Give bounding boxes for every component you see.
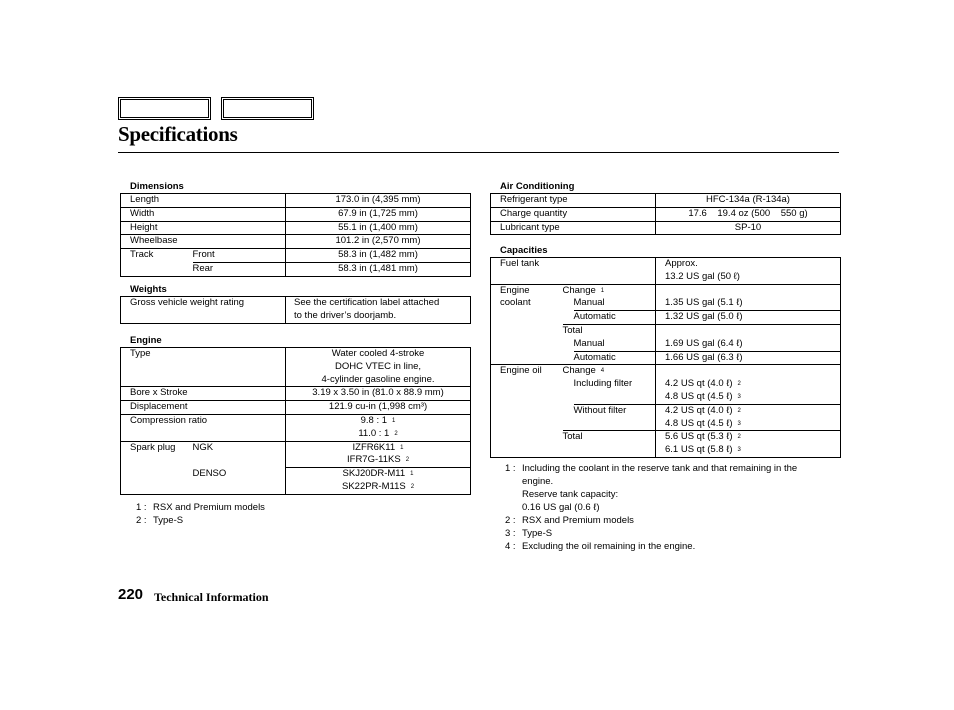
table-row: [491, 258, 841, 285]
compression-value-1: 9.8 : 1: [360, 414, 388, 426]
coolant-manual-value: 1.35 US gal (5.1 ℓ): [656, 297, 841, 310]
table-row: [121, 441, 471, 468]
footnote-mark: 2: [410, 483, 415, 490]
table-row: [491, 207, 841, 221]
row-label: [121, 262, 193, 276]
oil-without-value-2: 4.8 US qt (4.5 ℓ): [665, 417, 733, 429]
dimensions-heading: Dimensions: [130, 181, 184, 192]
row-value: 55.1 in (1,400 mm): [286, 221, 471, 235]
coolant-manual-label: Manual: [574, 297, 656, 310]
bore-value: 3.19 x 3.50 in (81.0 x 88.9 mm): [286, 387, 471, 401]
footnote-key: 1 :: [505, 463, 516, 474]
coolant-label-1: Engine: [500, 284, 530, 296]
nav-button-1[interactable]: [118, 97, 211, 120]
coolant-total-automatic-label: Automatic: [574, 351, 656, 365]
footnote-text: Type-S: [522, 528, 553, 539]
weights-value-line2: to the driver’s doorjamb.: [294, 309, 397, 321]
engine-type-line3: 4-cylinder gasoline engine.: [321, 373, 435, 385]
row-value: SP-10: [656, 221, 841, 235]
coolant-label-2: coolant: [500, 297, 531, 309]
table-row: [121, 194, 471, 208]
table-row: [491, 365, 841, 378]
right-footnotes: [505, 462, 840, 553]
footnote-mark: 2: [737, 407, 741, 414]
footnote-mark: 3: [737, 420, 741, 427]
table-row: [491, 194, 841, 208]
table-row: [121, 235, 471, 249]
footnote-mark: 4: [600, 368, 605, 375]
footer-section-title: Technical Information: [154, 590, 269, 604]
denso-value-1: SKJ20DR-M11: [342, 468, 406, 480]
footnote-mark: 2: [737, 381, 741, 388]
footnote-text: Including the coolant in the reserve tank and that remaining in the: [522, 463, 798, 474]
denso-value-2: SK22PR-M11S: [341, 480, 406, 492]
footnote-text: RSX and Premium models: [522, 515, 634, 526]
compression-value-2: 11.0 : 1: [358, 427, 390, 439]
denso-label: DENSO: [193, 468, 286, 495]
table-row: [121, 401, 471, 415]
table-row: [121, 414, 471, 441]
oil-including-value-2: 4.8 US qt (4.5 ℓ): [665, 390, 733, 402]
oil-change-label: Change: [562, 365, 596, 377]
page-number: 220: [118, 586, 144, 603]
displacement-value: 121.9 cu-in (1,998 cm³): [286, 401, 471, 415]
row-label: Height: [121, 221, 286, 235]
weights-label: Gross vehicle weight rating: [121, 297, 286, 324]
footnote-mark: 2: [405, 457, 410, 464]
footnote-mark: 1: [400, 444, 404, 451]
capacities-table: [490, 257, 841, 458]
row-label: Wheelbase: [121, 235, 286, 249]
footnote-mark: 1: [410, 471, 414, 478]
row-value: 173.0 in (4,395 mm): [286, 194, 471, 208]
footnote-key: 2 :: [505, 515, 516, 526]
footnote-text: Excluding the oil remaining in the engine.: [522, 541, 696, 552]
coolant-change-label: Change: [562, 284, 596, 296]
weights-table: [120, 296, 471, 324]
footnote-mark: 2: [737, 434, 741, 441]
footnote-text: Type-S: [153, 515, 184, 526]
dimensions-table: [120, 193, 471, 277]
footnote-mark: 1: [392, 417, 396, 424]
capacities-heading: Capacities: [500, 245, 548, 256]
table-row: [121, 387, 471, 401]
bore-label: Bore x Stroke: [121, 387, 286, 401]
footnote-key: 3 :: [505, 528, 516, 539]
engine-type-label: Type: [121, 348, 286, 387]
displacement-label: Displacement: [121, 401, 286, 415]
footnote-mark: 3: [737, 447, 741, 454]
coolant-total-automatic-value: 1.66 US gal (6.3 ℓ): [656, 351, 841, 365]
table-row: [121, 348, 471, 387]
coolant-automatic-value: 1.32 US gal (5.0 ℓ): [656, 311, 841, 325]
fuel-tank-label: Fuel tank: [491, 258, 656, 285]
engine-table: [120, 347, 471, 495]
engine-type-line2: DOHC VTEC in line,: [334, 360, 422, 372]
row-sublabel: Rear: [193, 262, 286, 276]
engine-heading: Engine: [130, 335, 162, 346]
row-value: 101.2 in (2,570 mm): [286, 235, 471, 249]
row-value: 67.9 in (1,725 mm): [286, 207, 471, 221]
weights-heading: Weights: [130, 284, 167, 295]
fuel-tank-value-1: Approx.: [665, 258, 698, 269]
left-footnotes: [136, 501, 265, 527]
oil-without-filter-label: Without filter: [574, 404, 656, 431]
footnote-text: engine.: [522, 476, 554, 487]
footnote-mark: 1: [600, 287, 605, 294]
table-row: [121, 297, 471, 324]
ac-table: [490, 193, 841, 235]
footnote-text: Reserve tank capacity:: [522, 489, 619, 500]
coolant-total-manual-label: Manual: [574, 338, 656, 351]
table-row: [121, 262, 471, 276]
oil-including-value-1: 4.2 US qt (4.0 ℓ): [665, 378, 733, 390]
row-label: Track: [121, 249, 193, 263]
coolant-total-label: Total: [563, 324, 656, 337]
footnote-key: 4 :: [505, 541, 516, 552]
row-value: 58.3 in (1,481 mm): [286, 262, 471, 276]
oil-including-filter-label: Including filter: [574, 378, 656, 404]
engine-oil-label: Engine oil: [491, 365, 563, 458]
row-value: 17.6 19.4 oz (500 550 g): [656, 207, 841, 221]
table-row: [121, 221, 471, 235]
row-label: Lubricant type: [491, 221, 656, 235]
row-value: HFC-134a (R-134a): [656, 194, 841, 208]
footnote-mark: 2: [394, 430, 398, 437]
footnote-text: RSX and Premium models: [153, 502, 265, 513]
coolant-automatic-label: Automatic: [574, 311, 656, 325]
oil-without-value-1: 4.2 US qt (4.0 ℓ): [665, 404, 733, 416]
row-label: Refrigerant type: [491, 194, 656, 208]
page-title: Specifications: [118, 122, 238, 146]
row-label: Length: [121, 194, 286, 208]
compression-label: Compression ratio: [121, 414, 286, 441]
row-sublabel: Front: [193, 249, 286, 263]
fuel-tank-value-2: 13.2 US gal (50 ℓ): [665, 270, 740, 282]
ngk-label: NGK: [193, 441, 286, 468]
table-row: [121, 207, 471, 221]
ngk-value-2: IFR7G-11KS: [347, 454, 401, 466]
oil-total-value-2: 6.1 US qt (5.8 ℓ): [665, 444, 733, 456]
oil-total-label: Total: [563, 431, 656, 458]
ac-heading: Air Conditioning: [500, 181, 575, 192]
footnote-key: 2 :: [136, 515, 147, 526]
row-value: 58.3 in (1,482 mm): [286, 249, 471, 263]
table-row: [121, 249, 471, 263]
footnote-key: 1 :: [136, 502, 147, 513]
oil-total-value-1: 5.6 US qt (5.3 ℓ): [665, 431, 733, 443]
nav-button-2[interactable]: [221, 97, 314, 120]
ngk-value-1: IZFR6K11: [352, 441, 396, 453]
footnote-text: 0.16 US gal (0.6 ℓ): [522, 502, 600, 513]
table-row: [491, 284, 841, 297]
footnote-mark: 3: [737, 393, 741, 400]
table-row: [491, 221, 841, 235]
row-label: Charge quantity: [491, 207, 656, 221]
weights-value-line1: See the certification label attached: [294, 297, 440, 308]
coolant-total-manual-value: 1.69 US gal (6.4 ℓ): [656, 338, 841, 351]
title-rule: [118, 152, 839, 153]
engine-type-line1: Water cooled 4-stroke: [331, 348, 425, 359]
row-label: Width: [121, 207, 286, 221]
spark-plug-label: Spark plug: [121, 441, 193, 494]
